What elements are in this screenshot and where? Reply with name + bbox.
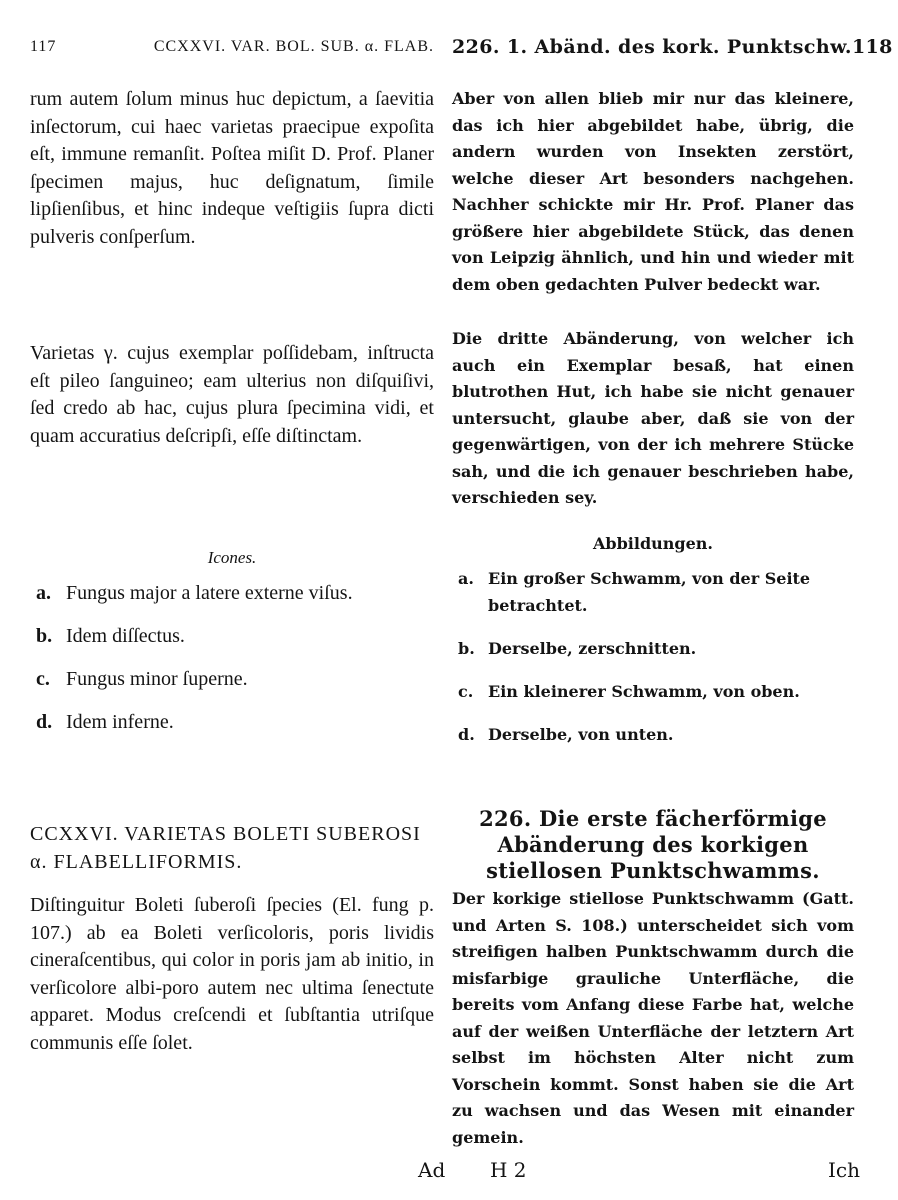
- left-paragraph-2: Varietas γ. cujus exemplar poſſidebam, inſtructa eſt pileo ſanguineo; eam ulterius non diſquiſivi, ſed credo ab hac, cujus plura ſpecimina vidi, et quam accuratius deſcripſi, eſſe diſtinctam.: [30, 342, 434, 447]
- left-page-number: 117: [30, 38, 57, 55]
- icones-item: [30, 709, 434, 736]
- icones-item-key: d.: [36, 711, 53, 733]
- signature-mark-right: H 2: [490, 1158, 527, 1182]
- right-page-number: 118: [851, 36, 893, 58]
- left-running-head: [30, 30, 434, 64]
- signature-mark-left: Ad: [418, 1158, 446, 1182]
- right-paragraph-2: Die dritte Abänderung, von welcher ich auch ein Exemplar besaß, hat einen blutrothen Hut, ich habe sie nicht genauer untersucht, glaube aber, daß sie von der gegenwärtigen, von der ich mehrere Stücke sah, und die ich genauer beschrieben habe, verschieden sey.: [452, 329, 854, 507]
- left-section-heading: CCXXVI. VARIETAS BOLETI SUBEROSI α. FLABELLIFORMIS.: [30, 823, 421, 873]
- left-paragraph-1-block: [30, 86, 434, 252]
- abbildungen-item: [452, 635, 854, 662]
- right-running-head: [452, 30, 893, 64]
- right-section-heading-block: [452, 806, 854, 884]
- icones-item-text: Fungus minor ſuperne.: [66, 668, 248, 690]
- icones-title: Icones.: [207, 548, 257, 567]
- right-page: [452, 30, 893, 1147]
- abbildungen-item-key: b.: [458, 639, 475, 658]
- right-running-title: 226. 1. Abänd. des kork. Punktschw.: [452, 36, 852, 58]
- left-paragraph-1: rum autem ſolum minus huc depictum, a ſaevitia inſectorum, cui haec varietas praecipue expoſita eſt, immune remanſit. Poſtea miſit D. Prof. Planer ſpecimen majus, huc deſignatum, ſimile lipſienſibus, et hinc indeque veſtigiis ſupra dicti pulveris conſperſum.: [30, 88, 434, 248]
- icones-item: [30, 580, 434, 607]
- abbildungen-block: [452, 534, 854, 764]
- abbildungen-item-text: Ein kleinerer Schwamm, von oben.: [488, 682, 800, 701]
- catchword: Ich: [828, 1158, 860, 1182]
- left-running-title: CCXXVI. VAR. BOL. SUB. α. FLAB.: [153, 38, 434, 55]
- right-paragraph-3-block: [452, 886, 854, 1151]
- icones-item-text: Idem inferne.: [66, 711, 174, 733]
- icones-item-text: Idem diſſectus.: [66, 625, 185, 647]
- icones-item-key: c.: [36, 668, 50, 690]
- left-paragraph-2-block: [30, 340, 434, 450]
- right-paragraph-2-block: [452, 326, 854, 512]
- left-paragraph-3-block: [30, 892, 434, 1058]
- icones-item-key: b.: [36, 625, 53, 647]
- abbildungen-item: [452, 565, 854, 619]
- page-footer: [0, 1158, 898, 1188]
- right-paragraph-1-block: [452, 86, 854, 298]
- right-paragraph-3: Der korkige stiellose Punktschwamm (Gatt. und Arten S. 108.) unterscheidet sich vom streifigen halben Punktschwamm durch die misfarbige grauliche Unterfläche, die bereits vom Anfang diese Farbe hat, welche auf der weißen Unterfläche der letztern Art selbst im höchsten Alter nicht zum Vorschein kommt. Sonst haben sie die Art zu wachsen und das Wesen mit einander gemein.: [452, 889, 854, 1147]
- abbildungen-item: [452, 721, 854, 748]
- right-paragraph-1: Aber von allen blieb mir nur das kleinere, das ich hier abgebildet habe, übrig, die andern wurden von Insekten zerstört, welche dieser Art besonders nachgehen. Nachher schickte mir Hr. Prof. Planer das größere hier abgebildete Stück, das denen von Leipzig ähnlich, und hin und wieder mit dem oben gedachten Pulver bedeckt war.: [452, 89, 854, 294]
- icones-item-key: a.: [36, 582, 51, 604]
- abbildungen-item-text: Ein großer Schwamm, von der Seite betrachtet.: [488, 569, 811, 615]
- left-page: [30, 30, 434, 1054]
- left-paragraph-3: Diſtinguitur Boleti ſuberoſi ſpecies (El. fung p. 107.) ab ea Boleti verſicoloris, poris lividis cineraſcentibus, qui color in poris jam ab initio, in verſicolore albi-poro autem nec ultima ſenectute apparet. Modus creſcendi et ſubſtantia utriſque communis eſſe ſolet.: [30, 894, 434, 1054]
- icones-item: [30, 623, 434, 650]
- icones-item-text: Fungus major a latere externe viſus.: [66, 582, 353, 604]
- icones-item: [30, 666, 434, 693]
- abbildungen-title: Abbildungen.: [593, 534, 713, 553]
- abbildungen-item: [452, 678, 854, 705]
- abbildungen-item-key: d.: [458, 725, 475, 744]
- left-section-heading-block: [30, 820, 434, 876]
- icones-block: [30, 548, 434, 752]
- abbildungen-item-text: Derselbe, zerschnitten.: [488, 639, 697, 658]
- right-section-heading: 226. Die erste fächerförmige Abänderung des korkigen stiellosen Punktschwamms.: [479, 806, 827, 883]
- abbildungen-item-key: c.: [458, 682, 474, 701]
- abbildungen-item-text: Derselbe, von unten.: [488, 725, 674, 744]
- abbildungen-item-key: a.: [458, 569, 474, 588]
